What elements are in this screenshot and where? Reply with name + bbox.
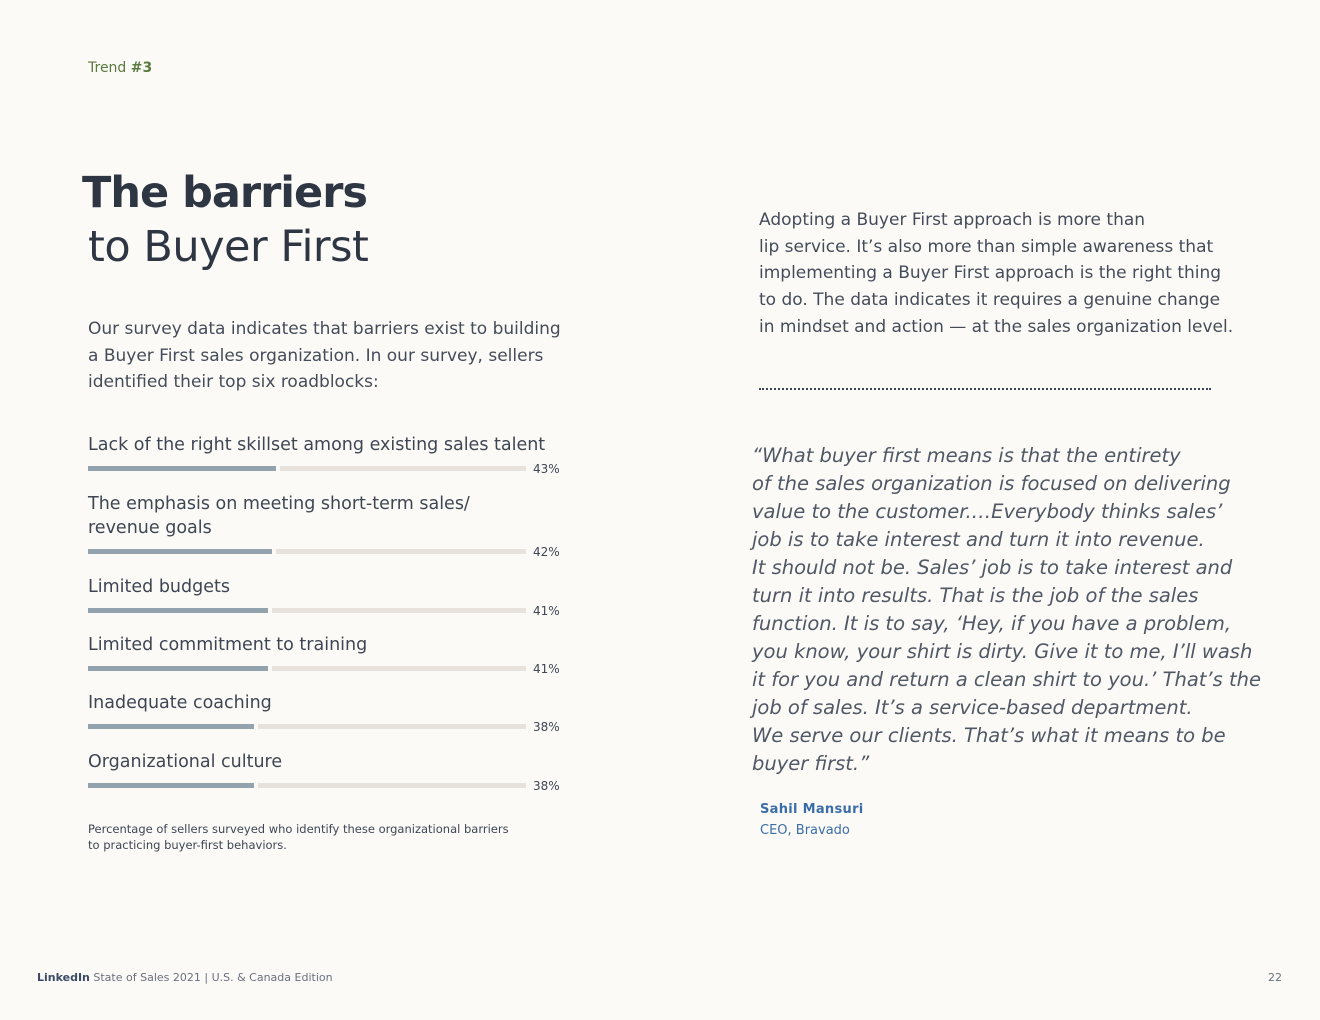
barrier-bar: [88, 720, 560, 734]
intro-paragraph: [88, 316, 561, 396]
trend-word: Trend: [88, 60, 127, 76]
barrier-bar-track: [272, 608, 526, 613]
barrier-bar-fill: [88, 549, 272, 554]
page-title-line2: to Buyer First: [88, 222, 369, 272]
barrier-bar-fill: [88, 783, 254, 788]
barrier-item: [88, 575, 568, 618]
quote-line: job of sales. It’s a service-based department.: [752, 696, 1193, 719]
quote-line: buyer first.”: [752, 752, 870, 775]
chart-footnote: [88, 821, 509, 853]
page-number: 22: [1268, 971, 1282, 984]
barrier-percent: 41%: [533, 604, 560, 618]
footer-text: State of Sales 2021 | U.S. & Canada Edition: [93, 971, 333, 984]
barrier-item: [88, 433, 568, 476]
quote-line: We serve our clients. That’s what it means to be: [752, 724, 1226, 747]
barrier-bar-track: [276, 549, 526, 554]
barrier-item: [88, 492, 568, 559]
trend-label: [88, 60, 152, 76]
quote-line: of the sales organization is focused on delivering: [752, 472, 1231, 495]
quote-author: Sahil Mansuri: [760, 802, 864, 817]
intro-line: a Buyer First sales organization. In our survey, sellers: [88, 345, 544, 366]
barrier-item: [88, 633, 568, 676]
footnote-line: Percentage of sellers surveyed who identify these organizational barriers: [88, 822, 509, 836]
barrier-label: Lack of the right skillset among existing sales talent: [88, 435, 546, 455]
barrier-percent: 43%: [533, 462, 560, 476]
quote-line: function. It is to say, ‘Hey, if you have a problem,: [752, 612, 1232, 635]
quote-line: “What buyer first means is that the entirety: [752, 444, 1181, 467]
quote-line: value to the customer.…Everybody thinks sales’: [752, 500, 1223, 523]
barrier-bar-track: [258, 783, 526, 788]
right-paragraph-line: to do. The data indicates it requires a genuine change: [759, 290, 1221, 311]
barrier-label: Inadequate coaching: [88, 693, 272, 713]
quote-author-role: CEO, Bravado: [760, 823, 850, 838]
quote-line: job is to take interest and turn it into revenue.: [752, 528, 1205, 551]
pull-quote: [752, 442, 1261, 778]
barrier-bar-fill: [88, 666, 268, 671]
trend-number: #3: [130, 60, 153, 76]
barrier-bar-fill: [88, 466, 276, 471]
barrier-bar: [88, 604, 560, 618]
barrier-item: [88, 691, 568, 734]
page-footer: [37, 971, 333, 984]
barrier-bar: [88, 662, 560, 676]
barrier-bar: [88, 779, 560, 793]
quote-line: it for you and return a clean shirt to you.’ That’s the: [752, 668, 1261, 691]
intro-line: Our survey data indicates that barriers exist to building: [88, 319, 561, 339]
quote-line: you know, your shirt is dirty. Give it to me, I’ll wash: [752, 640, 1253, 663]
barrier-bar-fill: [88, 724, 254, 729]
barrier-percent: 38%: [533, 720, 560, 734]
barrier-bar-track: [258, 724, 526, 729]
quote-line: turn it into results. That is the job of the sales: [752, 584, 1199, 607]
right-paragraph: [759, 207, 1233, 341]
footnote-line: to practicing buyer-first behaviors.: [88, 838, 287, 852]
barrier-label: Limited budgets: [88, 577, 230, 597]
right-paragraph-line: lip service. It’s also more than simple awareness that: [759, 236, 1214, 257]
dotted-divider: [759, 388, 1211, 390]
barrier-label: Limited commitment to training: [88, 635, 368, 655]
intro-line: identified their top six roadblocks:: [88, 372, 379, 392]
barrier-label: revenue goals: [88, 518, 212, 538]
barrier-percent: 38%: [533, 779, 560, 793]
barrier-bar-track: [280, 466, 526, 471]
page-title-line1: The barriers: [82, 168, 367, 218]
barrier-bar-fill: [88, 608, 268, 613]
right-paragraph-line: implementing a Buyer First approach is the right thing: [759, 263, 1222, 284]
barrier-percent: 42%: [533, 545, 560, 559]
barrier-item: [88, 750, 568, 793]
footer-brand: LinkedIn: [37, 971, 90, 984]
barrier-label: The emphasis on meeting short-term sales/: [88, 494, 470, 514]
barrier-bar: [88, 462, 560, 476]
right-paragraph-line: Adopting a Buyer First approach is more than: [759, 210, 1146, 230]
barrier-bar: [88, 545, 560, 559]
quote-line: It should not be. Sales’ job is to take interest and: [752, 556, 1233, 579]
right-paragraph-line: in mindset and action — at the sales organization level.: [759, 316, 1234, 337]
barrier-percent: 41%: [533, 662, 560, 676]
barrier-label: Organizational culture: [88, 752, 283, 772]
barrier-bar-track: [272, 666, 526, 671]
